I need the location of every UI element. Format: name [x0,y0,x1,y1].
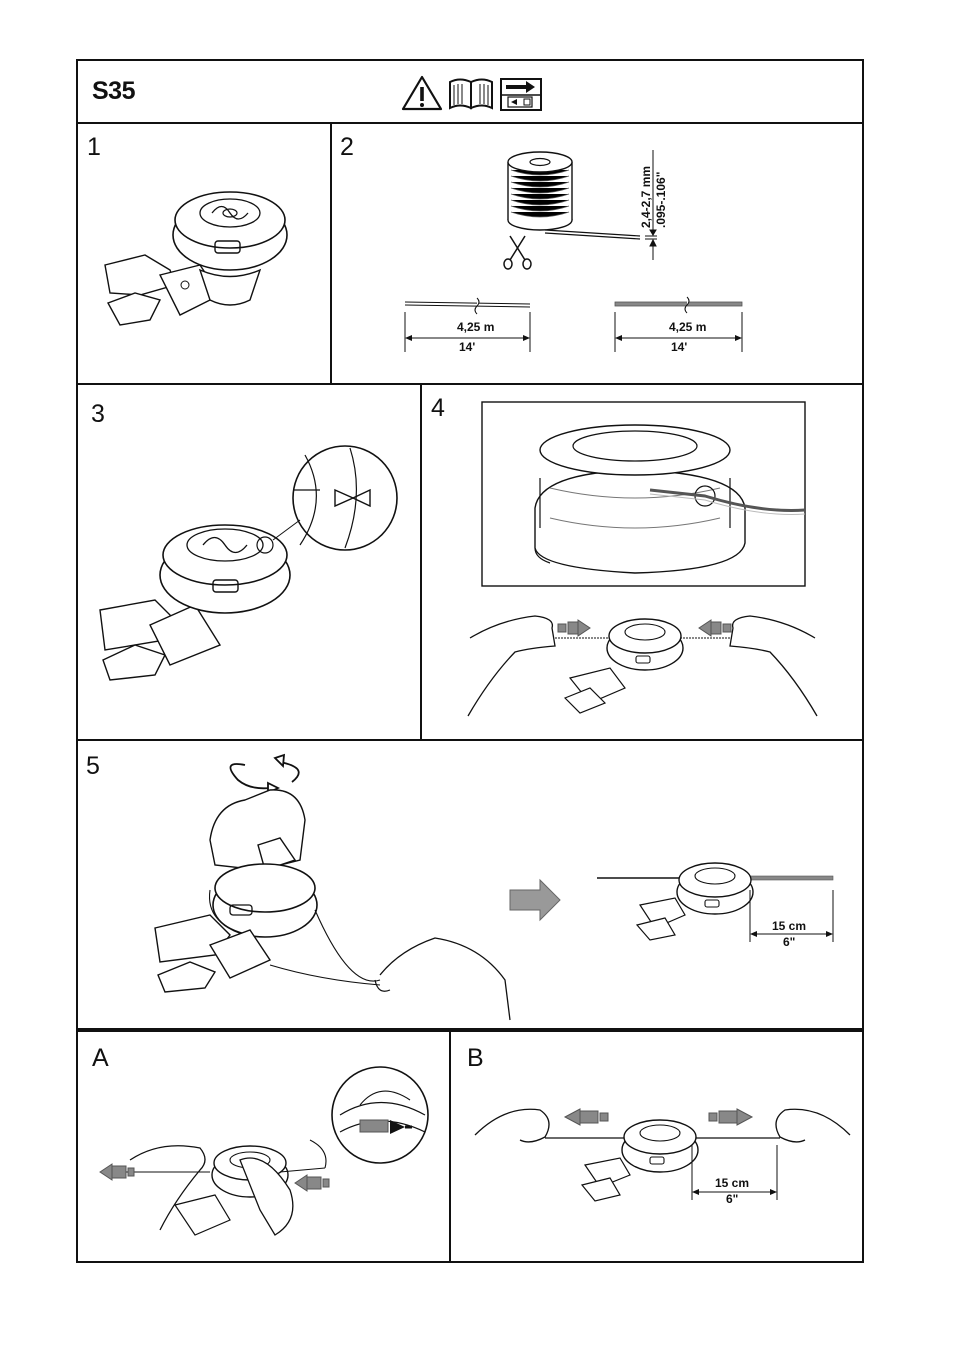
panel-number-b: B [467,1044,484,1072]
row-divider-1 [76,383,864,385]
line-spool-icon [508,152,640,239]
scissors-icon [504,236,531,269]
panel-number-a: A [92,1044,109,1072]
line-length-left-ft: 14' [459,340,476,354]
page-title: S35 [92,77,135,105]
step-b-protrusion-cm: 15 cm [715,1176,750,1190]
header-divider [76,122,864,124]
row-divider-3 [76,1028,864,1032]
line-diameter-in: .095-.106" [654,171,668,228]
col-divider-1-2 [330,123,332,384]
panel-number-3: 3 [91,400,105,428]
line-diameter-mm: 2,4-2,7 mm [639,165,653,228]
next-step-arrow-icon [508,878,563,923]
header-icons [400,74,545,112]
col-divider-3-4 [420,384,422,740]
trimmer-head-illustration [100,175,300,335]
col-divider-a-b [449,1031,451,1263]
line-release-illustration [90,1060,435,1250]
step-b-protrusion-in: 6" [726,1192,739,1206]
panel-number-1: 1 [87,133,101,161]
winding-illustration [150,750,520,1025]
line-length-left-m: 4,25 m [457,320,495,334]
line-extension-illustration [470,1095,855,1220]
manual-book-icon [450,80,492,109]
line-protrusion-result [595,850,840,965]
step-5-protrusion-cm: 15 cm [772,919,807,933]
rotate-arrows-icon [230,755,298,793]
line-length-right-ft: 14' [671,340,688,354]
panel-number-4: 4 [431,394,445,422]
panel-number-2: 2 [340,133,354,161]
trimmer-head-alignment-detail [95,440,405,690]
warning-triangle-icon [403,77,441,109]
line-length-right-m: 4,25 m [669,320,707,334]
line-insertion-detail [460,398,840,728]
line-spool-measurement [395,140,775,365]
panel-number-5: 5 [86,752,100,780]
step-5-protrusion-in: 6" [783,935,796,949]
instruction-arrow-icon [501,79,541,110]
row-divider-2 [76,739,864,741]
